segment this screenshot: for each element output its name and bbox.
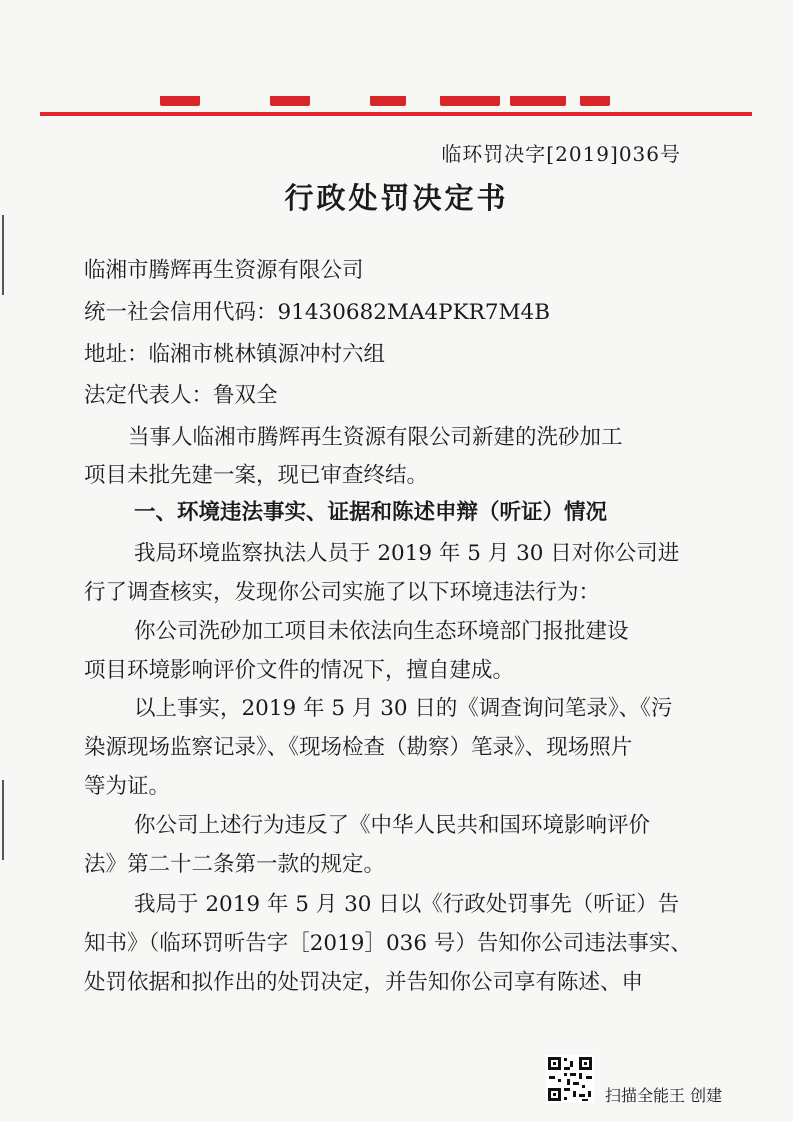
red-header-band	[40, 96, 752, 122]
qr-code-icon	[546, 1055, 594, 1103]
binder-mark	[2, 780, 12, 860]
document-number: 临环罚决字[2019]036号	[441, 142, 681, 166]
party-name: 临湘市腾辉再生资源有限公司	[84, 258, 364, 283]
body-line: 项目未批先建一案，现已审查终结。	[84, 463, 429, 488]
red-header-fragment	[270, 96, 310, 106]
section-heading: 一、环境违法事实、证据和陈述申辩（听证）情况	[134, 500, 608, 525]
body-line: 法》第二十二条第一款的规定。	[84, 852, 386, 877]
body-line: 项目环境影响评价文件的情况下，擅自建成。	[84, 658, 515, 683]
binder-mark	[2, 215, 12, 295]
body-line: 染源现场监察记录》、《现场检查（勘察）笔录》、现场照片	[84, 735, 633, 760]
party-address: 地址：临湘市桃林镇源冲村六组	[84, 342, 386, 367]
red-header-rule	[40, 112, 752, 116]
body-line: 我局于 2019 年 5 月 30 日以《行政处罚事先（听证）告	[134, 892, 680, 917]
body-line: 当事人临湘市腾辉再生资源有限公司新建的洗砂加工	[128, 425, 623, 450]
document-title: 行政处罚决定书	[284, 181, 509, 215]
body-line: 以上事实，2019 年 5 月 30 日的《调查询问笔录》、《污	[134, 696, 673, 721]
red-header-fragment	[510, 96, 566, 106]
red-header-fragment	[160, 96, 200, 106]
body-line: 处罚依据和拟作出的处罚决定，并告知你公司享有陈述、申	[84, 970, 644, 995]
scanner-watermark: 扫描全能王 创建	[605, 1086, 723, 1105]
credit-code: 统一社会信用代码：91430682MA4PKR7M4B	[84, 300, 551, 325]
red-header-fragment	[440, 96, 500, 106]
body-line: 知书》（临环罚听告字［2019］036 号）告知你公司违法事实、	[84, 931, 692, 956]
body-line: 行了调查核实，发现你公司实施了以下环境违法行为：	[84, 580, 601, 605]
red-header-fragment	[580, 96, 610, 106]
red-header-fragment	[370, 96, 406, 106]
body-line: 你公司洗砂加工项目未依法向生态环境部门报批建设	[134, 619, 629, 644]
body-line: 我局环境监察执法人员于 2019 年 5 月 30 日对你公司进	[134, 541, 680, 566]
body-line: 等为证。	[84, 774, 171, 799]
body-line: 你公司上述行为违反了《中华人民共和国环境影响评价	[134, 813, 651, 838]
legal-representative: 法定代表人：鲁双全	[84, 383, 278, 408]
